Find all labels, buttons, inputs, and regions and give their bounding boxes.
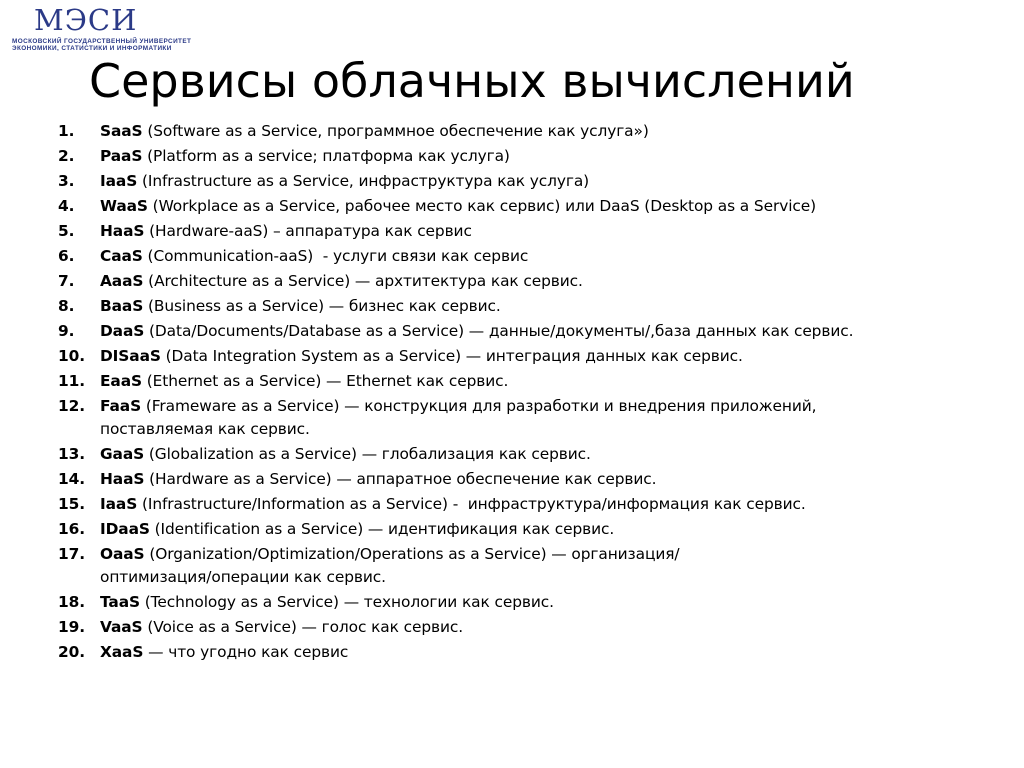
list-item: [58, 345, 968, 368]
list-item-number: 8.: [58, 297, 75, 315]
service-abbreviation: AaaS: [100, 272, 144, 290]
list-item-number: 14.: [58, 470, 85, 488]
list-item: [58, 145, 968, 168]
list-item: [58, 120, 968, 143]
logo-mark: МЭСИ: [34, 3, 138, 37]
slide-title: Сервисы облачных вычислений: [89, 54, 855, 108]
logo-subtitle-line2: ЭКОНОМИКИ, СТАТИСТИКИ И ИНФОРМАТИКИ: [12, 45, 172, 52]
service-description: — что угодно как сервис: [143, 643, 349, 661]
list-item: [58, 270, 968, 293]
service-abbreviation: TaaS: [100, 593, 140, 611]
list-item-number: 15.: [58, 495, 85, 513]
service-description: (Hardware-aaS) – аппаратура как сервис: [144, 222, 472, 240]
list-item: [58, 518, 968, 541]
list-item: [58, 295, 968, 318]
service-abbreviation: GaaS: [100, 445, 145, 463]
list-item-number: 5.: [58, 222, 75, 240]
list-item: [58, 170, 968, 193]
service-description: (Business as a Service) — бизнес как сервис.: [143, 297, 501, 315]
service-description: (Architecture as a Service) — архтитектура как сервис.: [143, 272, 583, 290]
service-abbreviation: FaaS: [100, 397, 142, 415]
service-description: (Communication-aaS) - услуги связи как сервис: [142, 247, 529, 265]
logo-subtitle-line1: МОСКОВСКИЙ ГОСУДАРСТВЕННЫЙ УНИВЕРСИТЕТ: [12, 38, 192, 45]
service-description: (Organization/Optimization/Operations as a Service) — организация/: [144, 545, 680, 563]
service-abbreviation: IDaaS: [100, 520, 150, 538]
service-description: (Identification as a Service) — идентификация как сервис.: [149, 520, 615, 538]
service-description: (Software as a Service, программное обеспечение как услуга»): [142, 122, 649, 140]
service-abbreviation: IaaS: [100, 172, 138, 190]
service-abbreviation: SaaS: [100, 122, 143, 140]
list-item: [58, 616, 968, 639]
service-abbreviation: IaaS: [100, 495, 138, 513]
service-description: (Voice as a Service) — голос как сервис.: [142, 618, 464, 636]
service-abbreviation: WaaS: [100, 197, 148, 215]
service-description: (Workplace as a Service, рабочее место как сервис) или DaaS (Desktop as a Service): [147, 197, 817, 215]
list-item: [58, 591, 968, 614]
list-item-number: 11.: [58, 372, 85, 390]
service-list: [58, 120, 968, 666]
service-description: (Data Integration System as a Service) — интеграция данных как сервис.: [160, 347, 743, 365]
service-abbreviation: CaaS: [100, 247, 143, 265]
list-item-number: 1.: [58, 122, 75, 140]
service-description: (Globalization as a Service) — глобализация как сервис.: [144, 445, 591, 463]
university-logo: [12, 3, 192, 52]
list-item-number: 12.: [58, 397, 85, 415]
list-item: [58, 468, 968, 491]
list-item-number: 17.: [58, 545, 85, 563]
service-description: (Frameware as a Service) — конструкция для разработки и внедрения приложений,: [141, 397, 817, 415]
list-item: [58, 543, 968, 589]
service-abbreviation: EaaS: [100, 372, 142, 390]
service-abbreviation: HaaS: [100, 222, 145, 240]
service-description: (Infrastructure/Information as a Service) - инфраструктура/информация как сервис.: [137, 495, 806, 513]
list-item-number: 2.: [58, 147, 75, 165]
service-abbreviation: VaaS: [100, 618, 143, 636]
list-item: [58, 641, 968, 664]
list-item: [58, 395, 968, 441]
list-item-number: 9.: [58, 322, 75, 340]
list-item: [58, 370, 968, 393]
list-item: [58, 443, 968, 466]
service-description: (Data/Documents/Database as a Service) — данные/документы/,база данных как сервис.: [144, 322, 854, 340]
service-abbreviation: DaaS: [100, 322, 145, 340]
service-abbreviation: BaaS: [100, 297, 144, 315]
list-item-number: 4.: [58, 197, 75, 215]
list-item-number: 10.: [58, 347, 85, 365]
service-description: (Hardware as a Service) — аппаратное обеспечение как сервис.: [144, 470, 657, 488]
service-description: (Ethernet as a Service) — Ethernet как сервис.: [141, 372, 509, 390]
service-description-continued: поставляемая как сервис.: [100, 420, 310, 438]
service-description: (Technology as a Service) — технологии как сервис.: [139, 593, 554, 611]
service-abbreviation: OaaS: [100, 545, 145, 563]
service-abbreviation: XaaS: [100, 643, 144, 661]
list-item-number: 13.: [58, 445, 85, 463]
service-abbreviation: PaaS: [100, 147, 143, 165]
service-abbreviation: HaaS: [100, 470, 145, 488]
service-description: (Infrastructure as a Service, инфраструктура как услуга): [137, 172, 590, 190]
service-abbreviation: DISaaS: [100, 347, 161, 365]
list-item-number: 18.: [58, 593, 85, 611]
service-description-continued: оптимизация/операции как сервис.: [100, 568, 386, 586]
list-item-number: 16.: [58, 520, 85, 538]
list-item: [58, 245, 968, 268]
list-item-number: 3.: [58, 172, 75, 190]
list-item-number: 19.: [58, 618, 85, 636]
list-item: [58, 195, 968, 218]
list-item: [58, 320, 968, 343]
list-item-number: 7.: [58, 272, 75, 290]
list-item-number: 6.: [58, 247, 75, 265]
list-item: [58, 493, 968, 516]
list-item-number: 20.: [58, 643, 85, 661]
list-item: [58, 220, 968, 243]
service-description: (Platform as a service; платформа как услуга): [142, 147, 510, 165]
